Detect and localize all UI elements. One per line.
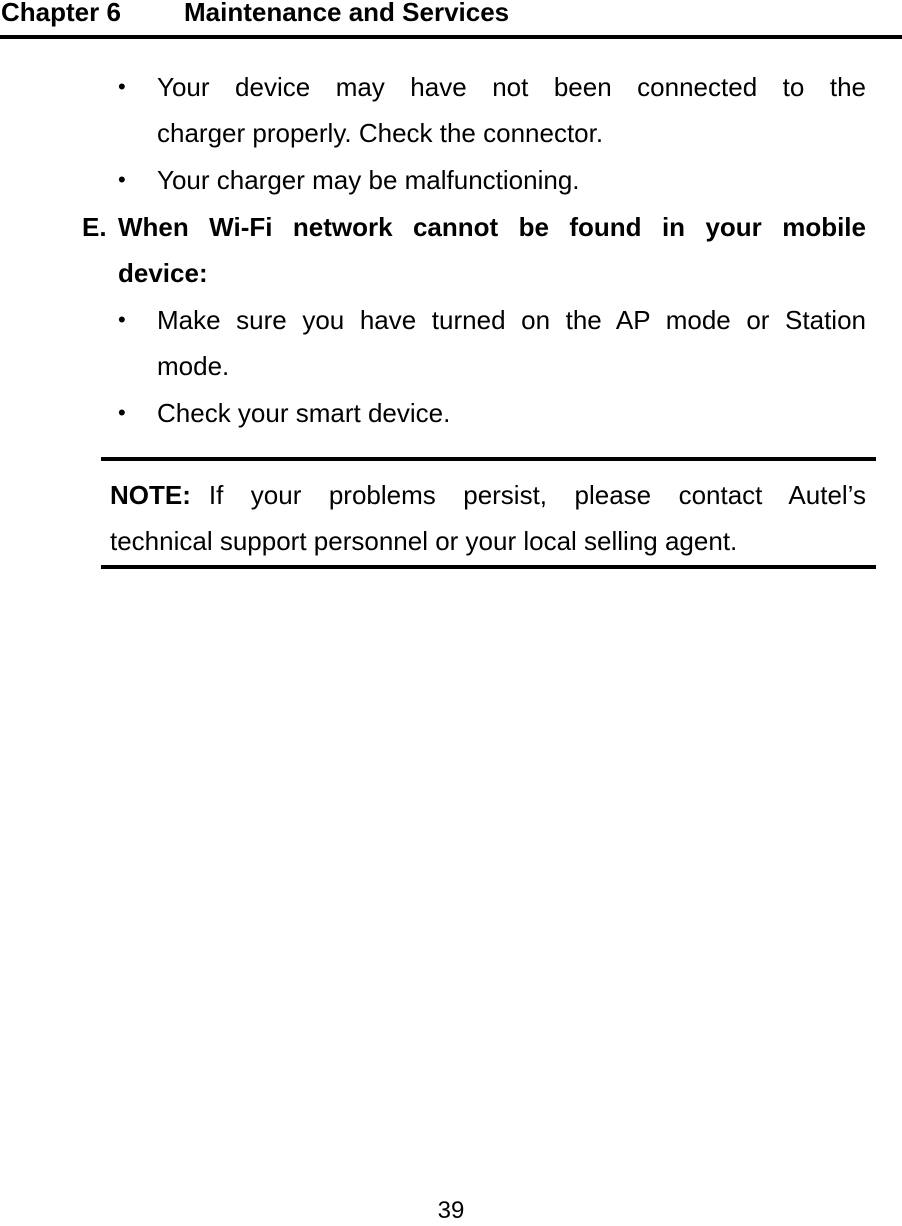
note-bottom-rule xyxy=(101,565,876,569)
bullet-text-line: Your charger may be malfunctioning. xyxy=(157,165,580,195)
note-text-line: technical support personnel or your local selling agent. xyxy=(110,526,738,556)
bullet-text-line: Check your smart device. xyxy=(157,398,451,428)
bullet-text-line: mode. xyxy=(157,351,230,381)
bullet-icon: • xyxy=(118,400,126,425)
bullet-icon: • xyxy=(118,74,126,99)
page-number: 39 xyxy=(437,1197,465,1224)
section-heading-line: device: xyxy=(118,258,208,288)
header-rule xyxy=(0,35,902,39)
note-text-line: If your problems persist, please contact Autel’s xyxy=(208,480,866,510)
chapter-number: Chapter 6 xyxy=(1,0,121,27)
bullet-icon: • xyxy=(118,167,126,192)
bullet-icon: • xyxy=(118,307,126,332)
chapter-title: Maintenance and Services xyxy=(184,0,510,27)
note-label: NOTE: xyxy=(110,480,191,510)
section-letter: E. xyxy=(82,212,107,242)
chapter-header xyxy=(0,0,902,40)
bullet-text-line: Your device may have not been connected to the xyxy=(157,72,866,102)
bullet-text-line: charger properly. Check the connector. xyxy=(157,118,604,148)
note-line xyxy=(110,472,866,518)
section-heading-line: When Wi-Fi network cannot be found in your mobile xyxy=(118,212,866,242)
note-top-rule xyxy=(101,457,876,461)
bullet-text-line: Make sure you have turned on the AP mode or Station xyxy=(157,305,866,335)
